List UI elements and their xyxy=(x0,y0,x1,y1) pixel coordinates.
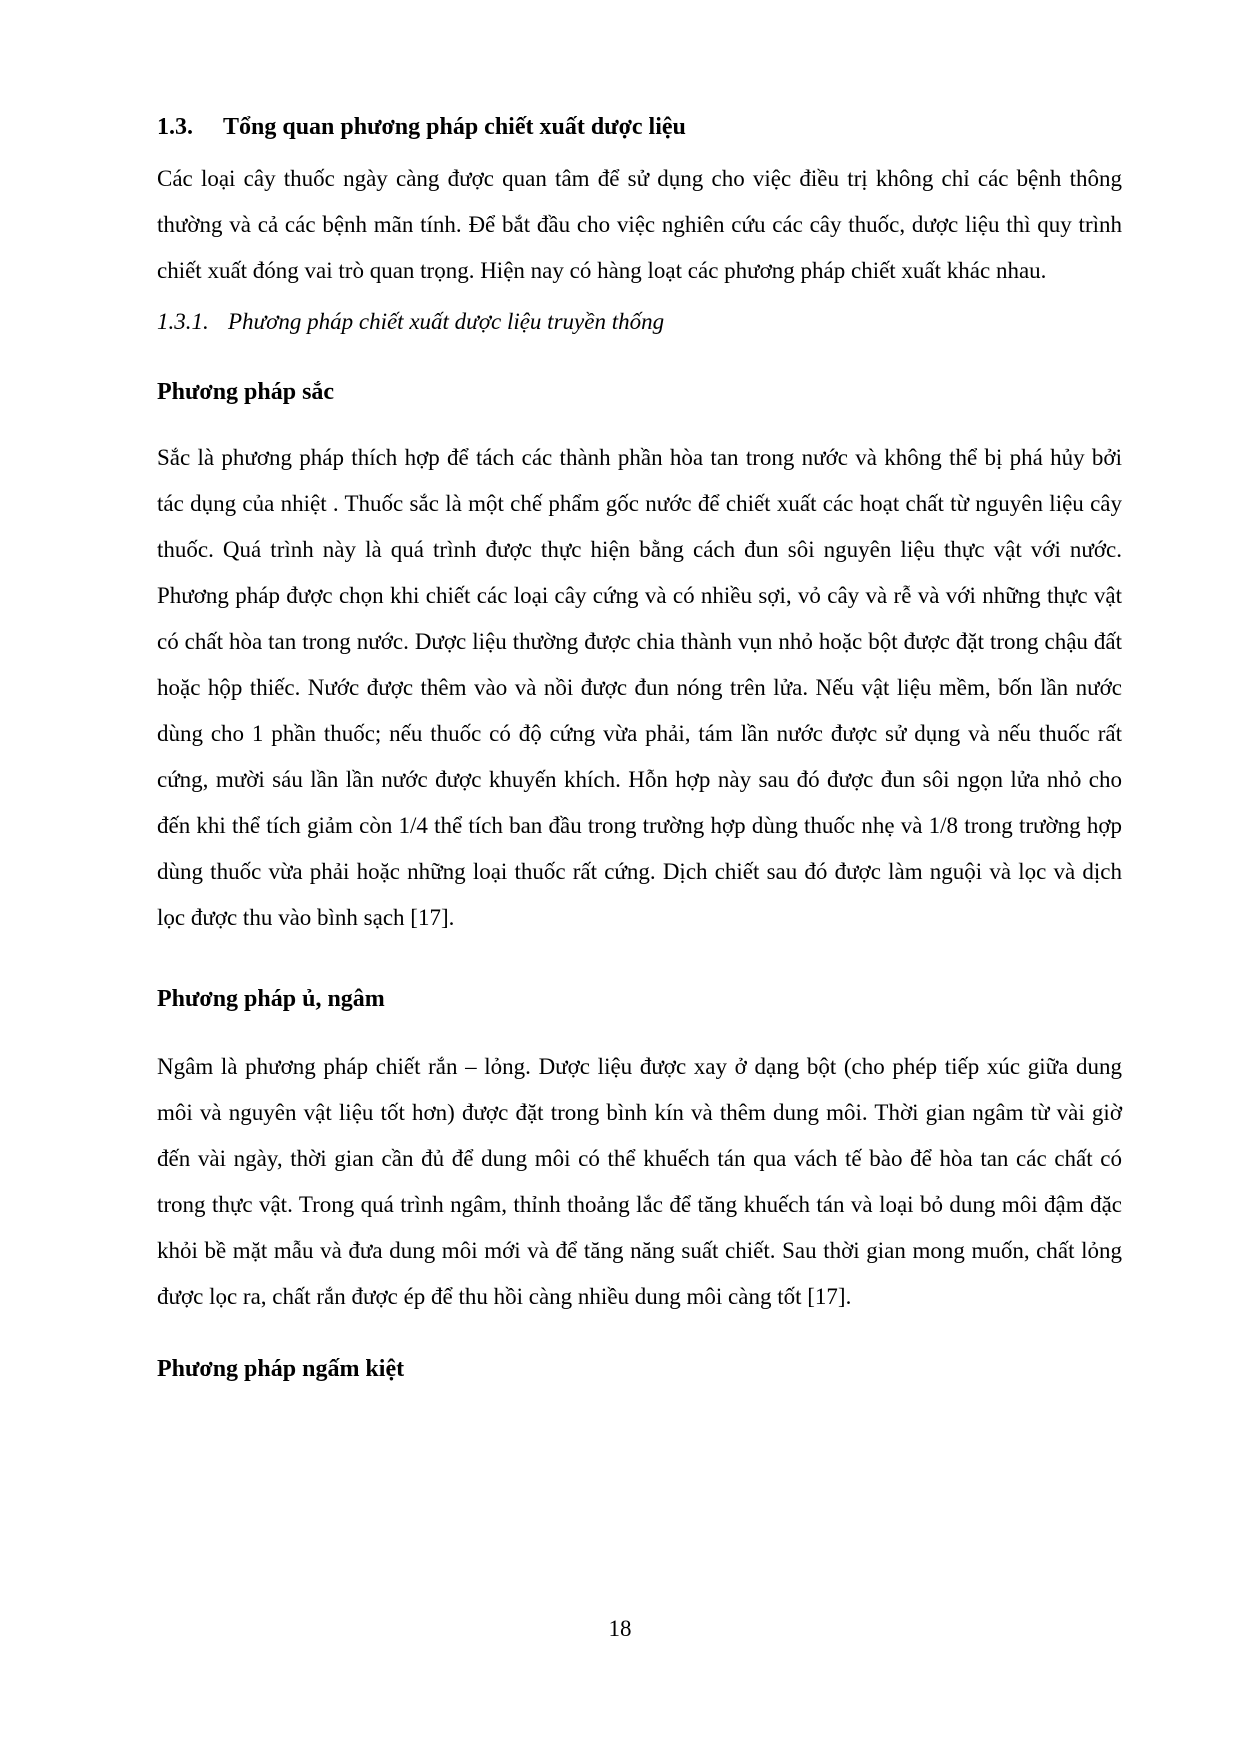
paragraph-intro: Các loại cây thuốc ngày càng được quan tâm để sử dụng cho việc điều trị không chỉ các bệnh thông thường và cả các bệnh mãn tính. Để bắt đầu cho việc nghiên cứu các cây thuốc, dược liệu thì quy trình chiết xuất đóng vai trò quan trọng. Hiện nay có hàng loạt các phương pháp chiết xuất khác nhau. xyxy=(157,166,1122,283)
section-title: Tổng quan phương pháp chiết xuất dược liệu xyxy=(223,114,686,140)
paragraph-ngam: Ngâm là phương pháp chiết rắn – lỏng. Dược liệu được xay ở dạng bột (cho phép tiếp xúc giữa dung môi và nguyên vật liệu tốt hơn) được đặt trong bình kín và thêm dung môi. Thời gian ngâm từ vài giờ đến vài ngày, thời gian cần đủ để dung môi có thể khuếch tán qua vách tế bào để hòa tan các chất có trong thực vật. Trong quá trình ngâm, thỉnh thoảng lắc để tăng khuếch tán và loại bỏ dung môi đậm đặc khỏi bề mặt mẫu và đưa dung môi mới và để tăng năng suất chiết. Sau thời gian mong muốn, chất lỏng được lọc ra, chất rắn được ép để thu hồi càng nhiều dung môi càng tốt [17]. xyxy=(157,1054,1122,1309)
subsection-heading xyxy=(157,299,1122,345)
page-number: 18 xyxy=(608,1616,632,1641)
subsection-number: 1.3.1. xyxy=(157,309,209,334)
method-heading-u-ngam: Phương pháp ủ, ngâm xyxy=(157,986,385,1012)
paragraph-sac: Sắc là phương pháp thích hợp để tách các thành phần hòa tan trong nước và không thể bị phá hủy bởi tác dụng của nhiệt . Thuốc sắc là một chế phẩm gốc nước để chiết xuất các hoạt chất từ nguyên liệu cây thuốc. Quá trình này là quá trình được thực hiện bằng cách đun sôi nguyên liệu thực vật với nước. Phương pháp được chọn khi chiết các loại cây cứng và có nhiều sợi, vỏ cây và rễ và với những thực vật có chất hòa tan trong nước. Dược liệu thường được chia thành vụn nhỏ hoặc bột được đặt trong chậu đất hoặc hộp thiếc. Nước được thêm vào và nồi được đun nóng trên lửa. Nếu vật liệu mềm, bốn lần nước dùng cho 1 phần thuốc; nếu thuốc có độ cứng vừa phải, tám lần nước được sử dụng và nếu thuốc rất cứng, mười sáu lần lần nước được khuyến khích. Hỗn hợp này sau đó được đun sôi ngọn lửa nhỏ cho đến khi thể tích giảm còn 1/4 thể tích ban đầu trong trường hợp dùng thuốc nhẹ và 1/8 trong trường hợp dùng thuốc vừa phải hoặc những loại thuốc rất cứng. Dịch chiết sau đó được làm nguội và lọc và dịch lọc được thu vào bình sạch [17]. xyxy=(157,445,1122,930)
subsection-title: Phương pháp chiết xuất dược liệu truyền thống xyxy=(228,309,665,334)
section-heading xyxy=(157,104,1122,150)
page-content xyxy=(157,104,1122,1392)
section-number: 1.3. xyxy=(157,114,193,140)
method-heading-ngam-kiet: Phương pháp ngấm kiệt xyxy=(157,1356,405,1382)
method-heading-sac: Phương pháp sắc xyxy=(157,379,335,405)
